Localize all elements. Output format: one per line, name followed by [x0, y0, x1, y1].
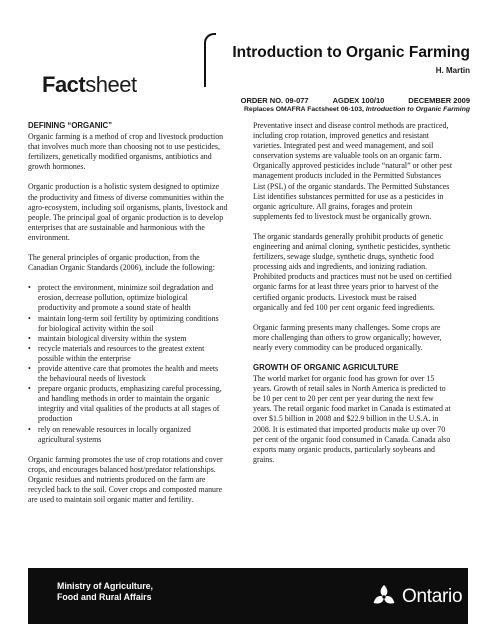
order-line — [217, 96, 470, 105]
paragraph: Organic farming presents many challenges. Some crops are more challenging than others to grow organically; however, nearly every commodity can be produced organically. — [253, 322, 442, 352]
list-item: • protect the environment, minimize soil degradation and erosion, decrease pollution, optimize biological productivity and promote a sound state of health — [28, 283, 228, 313]
section-heading-defining-organic: DEFINING “ORGANIC” — [28, 121, 113, 130]
document-title: Introduction to Organic Farming — [232, 44, 470, 61]
publication-date: DECEMBER 2009 — [408, 96, 470, 105]
wordmark-fact: Fact — [42, 72, 86, 97]
ministry-line-2: Food and Rural Affairs — [57, 592, 152, 602]
list-item: • maintain long-term soil fertility by optimizing conditions for biological activity within the soil — [28, 314, 228, 334]
paragraph: The general principles of organic production, from the Canadian Organic Standards (2006), include the following: — [28, 253, 215, 273]
list-item: • recycle materials and resources to the greatest extent possible within the enterprise — [28, 344, 228, 364]
replaces-prefix: Replaces OMAFRA Factsheet 06-103, — [244, 106, 364, 113]
ontario-wordmark: Ontario — [402, 586, 463, 607]
list-item: • rely on renewable resources in locally organized agricultural systems — [28, 425, 228, 445]
list-item: • prepare organic products, emphasizing careful processing, and handling methods in order to maintain the organic integrity and vital qualities of the products at all stages of production — [28, 384, 228, 424]
replaces-line — [244, 106, 470, 113]
ministry-name — [57, 581, 153, 603]
author: H. Martin — [435, 66, 470, 75]
list-item: • provide attentive care that promotes the health and meets the behavioural needs of livestock — [28, 364, 228, 384]
list-item: • maintain biological diversity within the system — [28, 334, 228, 344]
left-column — [28, 121, 228, 515]
paragraph: The world market for organic food has grown for over 15 years. Growth of retail sales in North America is predicted to be 10 per cent to 20 per cent per year during the next few years. The retail organic food market in Canada is estimated at over $1.5 billion in 2008 and $22.9 billion in the U.S.A. in 2008. It is estimated that imported products make up over 70 per cent of the organic food consumed in Canada. Canada also exports many organic products, particularly soybeans and grains. — [253, 374, 451, 464]
trillium-icon — [369, 582, 399, 612]
principles-list — [28, 283, 228, 445]
ontario-logo — [369, 582, 462, 612]
paragraph: Organic farming is a method of crop and livestock production that involves much more than choosing not to use pesticides, fertilizers, genetically modified organisms, antibiotics and growth hormones. — [28, 132, 224, 172]
replaces-title: Introduction to Organic Farming — [365, 106, 470, 113]
footer-banner — [28, 568, 468, 624]
paragraph: The organic standards generally prohibit products of genetic engineering and animal cloning, synthetic pesticides, synthetic fertilizers, sewage sludge, synthetic drugs, synthetic food processing aids and ingredients, and ionizing radiation. Prohibited products and practices must not be used on certified organic farms for at least three years prior to harvest of the certified organic products. Livestock must be raised organically and fed 100 per cent organic feed ingredients. — [253, 231, 452, 312]
wordmark-sheet: sheet — [85, 72, 137, 97]
right-column — [253, 121, 453, 475]
order-number: ORDER NO. 09-077 — [240, 96, 309, 105]
paragraph: Organic farming promotes the use of crop rotations and cover crops, and encourages balanced host/predator relationships. Organic residues and nutrients produced on the farm are recycled back to the soil. Cover crops and composted manure are used to maintain soil organic matter and fertility. — [28, 454, 223, 505]
title-bracket — [204, 33, 216, 87]
factsheet-wordmark — [42, 72, 137, 98]
section-heading-growth: GROWTH OF ORGANIC AGRICULTURE — [253, 362, 399, 372]
agdex-number: AGDEX 100/10 — [332, 96, 385, 105]
ministry-line-1: Ministry of Agriculture, — [57, 581, 153, 591]
paragraph: Organic production is a holistic system designed to optimize the productivity and fitness of diverse communities within the agro-ecosystem, including soil organisms, plants, livestock and people. The principal goal of organic production is to develop enterprises that are sustainable and harmonious with the environment. — [28, 182, 228, 242]
paragraph: Preventative insect and disease control methods are practiced, including crop rotation, improved genetics and resistant varieties. Integrated pest and weed management, and soil conservation systems are valuable tools on an organic farm. Organically approved pesticides include “natural” or other pest management products included in the Permitted Substances List (PSL) of the organic standards. The Permitted Substances List identifies substances permitted for use as a pesticides in organic agriculture. All grains, forages and protein supplements fed to livestock must be organically grown. — [253, 121, 453, 221]
